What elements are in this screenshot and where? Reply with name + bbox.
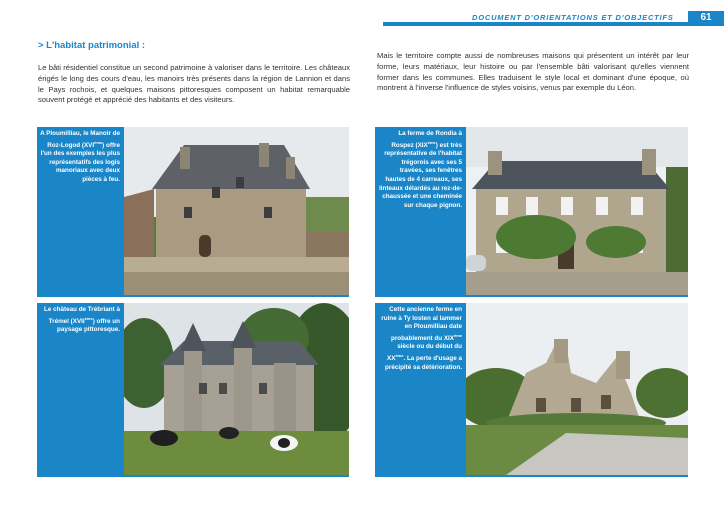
figure-caption: A Ploumilliau, le Manoir de Roz-Logod (XVIème) offre l'un des exemples les plus représentatifs des logis manoriaux avec deux pièces à feu. [37,127,124,295]
photo-chateau [124,303,349,475]
figure-manoir-roz-logod [37,127,349,295]
page-number: 61 [688,11,724,25]
figure-underline [375,295,688,297]
figure-underline [37,295,349,297]
photo-ruine [466,303,688,475]
paragraph-left: Le bâti résidentiel constitue un second patrimoine à valoriser dans le territoire. Les châteaux érigés le long des cours d'eau, les manoirs très présents dans la région de Lannion et dans le Pays rochois, et quelques maisons pittoresques composent un habitat remarquable souvent protégé et apprécié des habitants et des visiteurs. [38,63,350,105]
figure-underline [37,475,349,477]
paragraph-right: Mais le territoire compte aussi de nombreuses maisons qui présentent un intérêt par leur forme, leurs matériaux, leur histoire ou par l'ensemble bâti valorisant qu'elles viennent former dans les communes. Elles traduisent le style local et dominant d'une époque, où montrent à l'inverse l'influence de styles voisins, venus par exemple du Léon. [377,51,689,93]
figure-caption: La ferme de Rondia à Rospez (XIXème) est très représentative de l'habitat trégorois avec ses 5 travées, ses fenêtres hautes de 4 carreaux, ses linteaux délardés au rez-de-chaussée et une cheminée sur chaque pignon. [375,127,466,295]
figure-caption: Cette ancienne ferme en ruine à Ty losten al lammer en Ploumilliau date probablement du XIXème siècle ou du début du XXème. La perte d'usage a précipité sa détérioration. [375,303,466,475]
figure-ferme-ruine [375,303,688,475]
figure-underline [375,475,688,477]
section-title: > L'habitat patrimonial : [38,40,146,51]
header-rule [383,22,724,26]
figure-chateau-trebriant [37,303,349,475]
photo-manoir [124,127,349,295]
document-title: DOCUMENT D'ORIENTATIONS ET D'OBJECTIFS [472,13,674,22]
figure-ferme-rondia [375,127,688,295]
figure-caption: Le château de Trébriant à Trémel (XVIIème) offre un paysage pittoresque. [37,303,124,475]
photo-ferme [466,127,688,295]
